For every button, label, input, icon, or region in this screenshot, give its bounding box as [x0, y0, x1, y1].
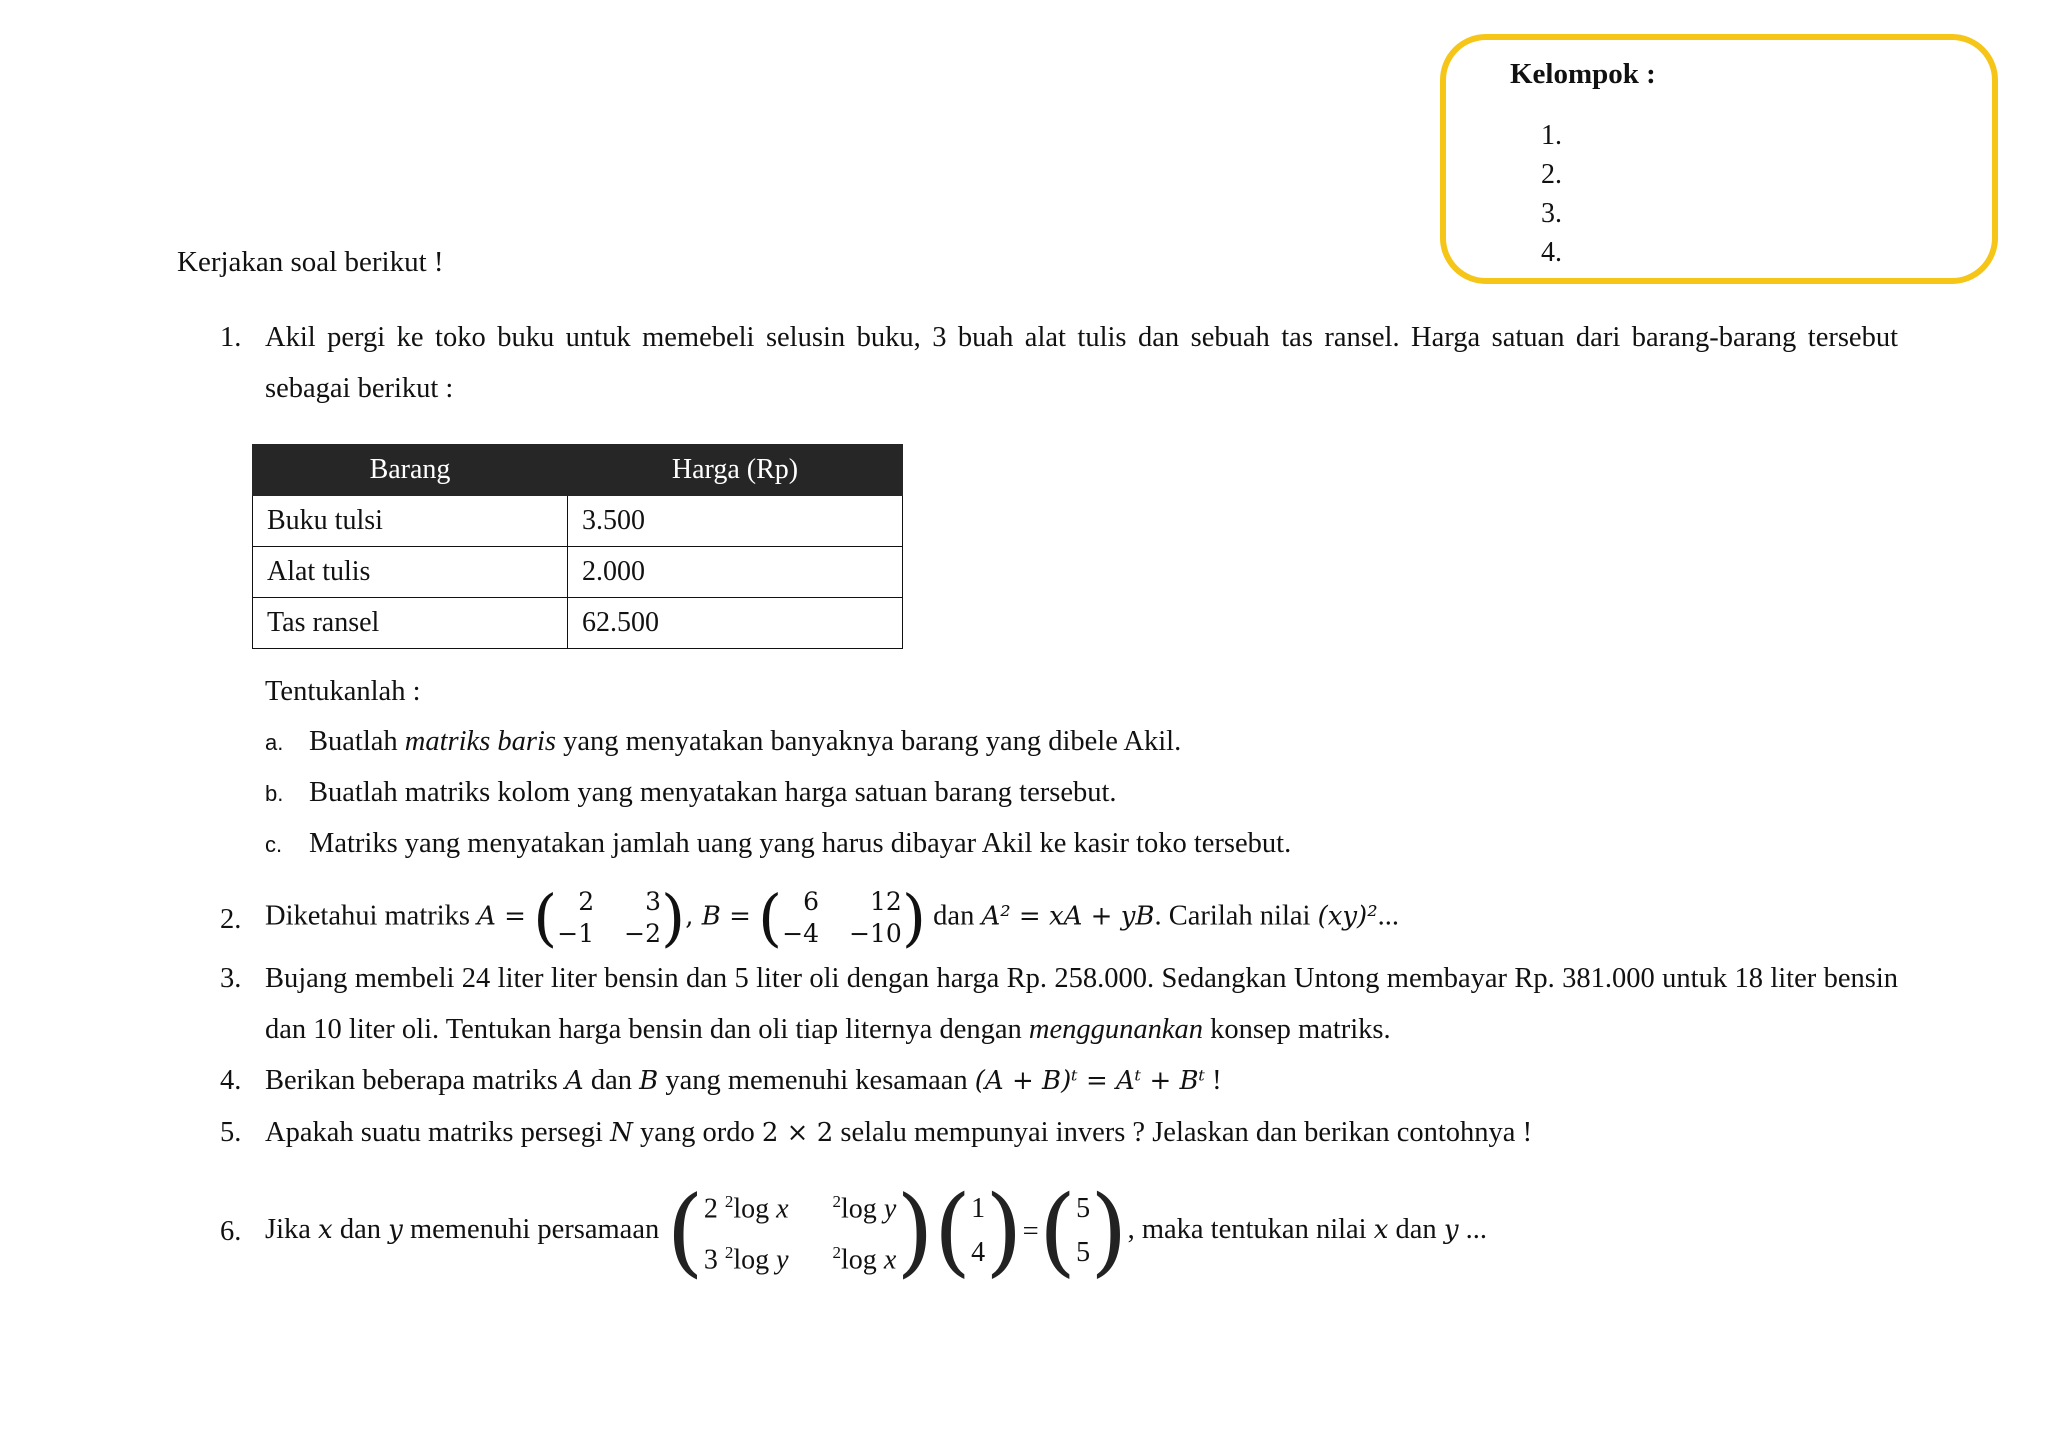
matrix-cell: 6	[803, 887, 820, 916]
vector-xy: ( 1 4 )	[933, 1175, 1023, 1288]
question-number: 4.	[220, 1065, 242, 1096]
vector-result: ( 5 5 )	[1038, 1175, 1128, 1288]
text: . Carilah nilai	[1154, 900, 1318, 932]
sub-emphasis: matriks baris	[404, 726, 557, 757]
text: Apakah suatu matriks persegi	[265, 1117, 611, 1148]
var-y: y	[388, 1214, 403, 1245]
text: Bujang membeli 24 liter liter bensin dan 5 liter oli dengan harga Rp. 258.000. Sedangkan Untong membayar Rp. 381.000 untuk 18 liter bensin dan 10 liter oli. Tentukan harga bensin dan oli tiap liternya dengan	[265, 963, 1898, 1045]
question-number: 2.	[220, 904, 242, 935]
table-header-harga: Harga (Rp)	[568, 445, 903, 496]
text: Diketahui matriks	[265, 900, 478, 932]
sub-text: yang menyatakan banyaknya barang yang dibele Akil.	[556, 726, 1182, 757]
table-row	[253, 496, 903, 547]
matrix-cell: −2	[624, 919, 661, 948]
text: memenuhi persamaan	[402, 1213, 667, 1245]
text: !	[1205, 1065, 1222, 1096]
text: dan	[1388, 1213, 1444, 1245]
matrix-cell: −4	[782, 919, 820, 948]
table-header-barang: Barang	[253, 445, 568, 496]
table-header-row	[253, 445, 903, 496]
var-x: x	[318, 1214, 333, 1245]
instruction-text: Kerjakan soal berikut !	[177, 246, 444, 278]
text: Jika	[265, 1213, 319, 1245]
table-cell: Buku tulsi	[253, 496, 568, 547]
text: konsep matriks.	[1203, 1014, 1391, 1045]
question-text: Diketahui matriks A = ( 2 3 −1 −2 ), B = ( 6 12 −4 −10 ) dan A² = xA + yB. Carilah nilai (xy)²...	[265, 881, 1399, 954]
question-number: 1.	[220, 322, 242, 353]
text: selalu mempunyai invers ? Jelaskan dan berikan contohnya !	[833, 1117, 1533, 1148]
equation: A² = xA + yB	[981, 901, 1155, 932]
question-number: 6.	[220, 1216, 242, 1247]
matrix-cell: 12	[870, 887, 902, 916]
group-title: Kelompok :	[1510, 58, 1656, 90]
matrix-cell: 3	[645, 887, 661, 916]
group-box	[1440, 34, 1998, 284]
table-cell: Tas ransel	[253, 598, 568, 649]
matrix-cell: −10	[849, 919, 902, 948]
vector-cell: 4	[971, 1237, 986, 1269]
question-text	[265, 1107, 1532, 1159]
vector-cell: 5	[1076, 1193, 1091, 1225]
text: ...	[1458, 1213, 1488, 1245]
matrix-b-label: B =	[701, 901, 751, 932]
text: dan	[583, 1065, 640, 1096]
question-text	[265, 1055, 1222, 1107]
equation: (A + B)ᵗ = Aᵗ + Bᵗ	[974, 1066, 1206, 1096]
vector-cell: 1	[971, 1193, 986, 1225]
group-member-2: 2.	[1541, 159, 1562, 190]
matrix-cell: 2 $^2$log x	[703, 1192, 789, 1225]
vector-cell: 5	[1076, 1237, 1091, 1269]
matrix-cell: −1	[557, 919, 595, 948]
text: yang memenuhi kesamaan	[658, 1065, 975, 1096]
sub-letter: a.	[265, 730, 284, 755]
sub-letter: b.	[265, 781, 284, 806]
matrix-cell: $^2$log y	[832, 1192, 897, 1225]
var-x: x	[1373, 1214, 1389, 1245]
matrix-cell: 2	[578, 887, 595, 916]
matrix-b: ( 6 12 −4 −10 )	[758, 881, 927, 954]
subquestion-b	[265, 777, 1117, 809]
group-member-1: 1.	[1541, 120, 1562, 151]
subquestion-a	[265, 726, 1181, 758]
sub-letter: c.	[265, 832, 283, 857]
table-cell: Alat tulis	[253, 547, 568, 598]
text: dan	[926, 900, 982, 932]
text: dan	[332, 1213, 389, 1245]
question-text	[265, 1175, 1488, 1288]
var-n: N	[610, 1118, 633, 1148]
price-table	[252, 444, 903, 649]
sub-text: Buatlah matriks kolom yang menyatakan harga satuan barang tersebut.	[309, 777, 1117, 808]
question-number: 5.	[220, 1117, 242, 1148]
text: Berikan beberapa matriks	[265, 1065, 565, 1096]
var-a: A	[564, 1066, 584, 1096]
var-y: y	[1443, 1214, 1459, 1245]
matrix-cell: $^2$log x	[832, 1243, 897, 1276]
emphasis: menggunankan	[1028, 1014, 1204, 1045]
matrix-cell: 3 $^2$log y	[703, 1243, 789, 1276]
sub-text: Matriks yang menyatakan jamlah uang yang harus dibayar Akil ke kasir toko tersebut.	[309, 828, 1292, 859]
group-member-3: 3.	[1541, 198, 1562, 229]
subquestion-c	[265, 828, 1291, 860]
expression: (xy)²	[1317, 901, 1378, 932]
group-member-4: 4.	[1541, 237, 1562, 268]
text: , maka tentukan nilai	[1127, 1213, 1374, 1245]
table-row	[253, 598, 903, 649]
text: yang ordo	[632, 1117, 762, 1148]
equals-sign: =	[1022, 1215, 1039, 1247]
sub-text: Buatlah	[309, 726, 405, 757]
table-cell: 62.500	[568, 598, 903, 649]
table-cell: 3.500	[568, 496, 903, 547]
question-text	[265, 953, 1898, 1055]
order: 2 × 2	[761, 1118, 834, 1148]
var-b: B	[639, 1066, 659, 1096]
matrix-a-label: A =	[477, 901, 526, 932]
table-row	[253, 547, 903, 598]
tentukan-label: Tentukanlah :	[265, 676, 421, 707]
matrix-a: ( 2 3 −1 −2 )	[533, 881, 686, 954]
question-text: Akil pergi ke toko buku untuk memebeli selusin buku, 3 buah alat tulis dan sebuah tas ransel. Harga satuan dari barang-barang tersebut sebagai berikut :	[265, 322, 1898, 404]
text: ...	[1377, 900, 1399, 932]
question-number: 3.	[220, 963, 242, 994]
table-cell: 2.000	[568, 547, 903, 598]
group-member-list	[1541, 116, 1562, 272]
log-matrix: ( 2 $^2$log x $^2$log y 3 $^2$log y $^2$log x )	[666, 1175, 934, 1288]
